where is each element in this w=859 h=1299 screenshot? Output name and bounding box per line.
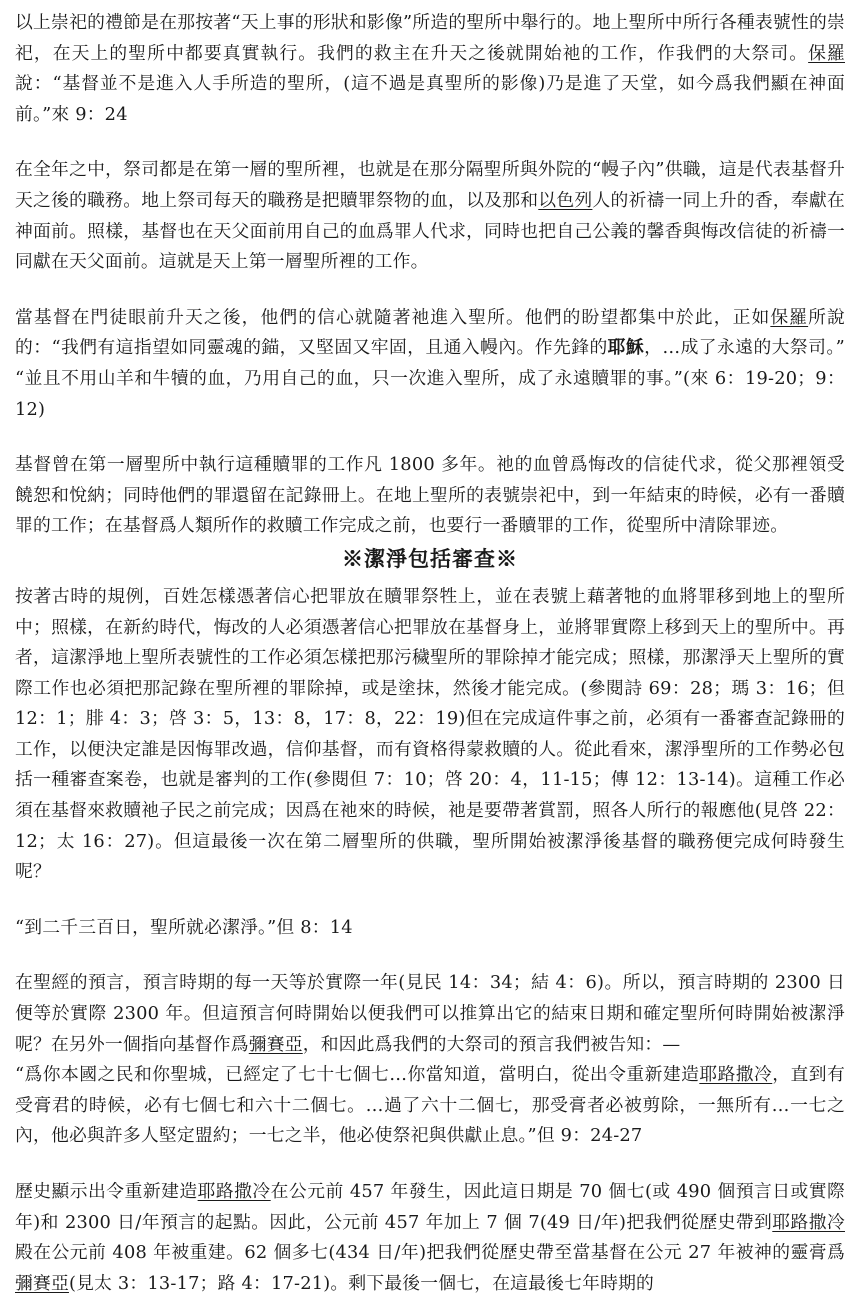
paragraph-7 — [15, 968, 845, 1060]
paragraph-4 — [15, 450, 845, 542]
underlined-name: 保羅 — [770, 306, 809, 328]
underlined-name: 耶路撒冷 — [772, 1211, 845, 1233]
text-segment: 殿在公元前 408 年被重建。62 個多七(434 日/年)把我們從歷史帶至當基督在公元 27 年被神的靈膏爲 — [15, 1242, 845, 1264]
underlined-name: 彌賽亞 — [15, 1272, 69, 1294]
paragraph-6-quote — [15, 913, 845, 944]
text-segment: 歷史顯示出令重新建造 — [15, 1181, 198, 1202]
underlined-name: 以色列 — [538, 189, 593, 211]
paragraph-3 — [15, 303, 845, 425]
underlined-name: 耶路撒冷 — [197, 1181, 271, 1202]
paragraph-5 — [15, 582, 845, 888]
text-segment: 按著古時的規例，百姓怎樣憑著信心把罪放在贖罪祭牲上，並在表號上藉著牠的血將罪移到地上的聖所中；照樣，在新約時代，悔改的人必須憑著信心把罪放在基督身上，並將罪實際上移到天上的聖所中。再者，這潔淨地上聖所表號性的工作必須怎樣把那污穢聖所的罪除掉才能完成；照樣，那潔淨天上聖所的實際工作也必須把那記錄在聖所裡的罪除掉，或是塗抹，然後才能完成。(參閱詩 69：28；瑪 3：16；但 12：1；腓 4：3；啓 3：5，13：8，17：8，22：19)但在完成這件事之前，必須有一番審查記錄冊的工作，以便決定誰是因悔罪改過，信仰基督，而有資格得蒙救贖的人。從此看來，潔淨聖所的工作勢必包括一種審查案卷，也就是審判的工作(參閱但 7：10；啓 20：4，11-15；傳 12：13-14)。這種工作必須在基督來救贖祂子民之前完成；因爲在祂來的時候，祂是要帶著賞罰，照各人所行的報應他(見啓 22：12；太 16：27)。但這最後一次在第二層聖所的供職，聖所開始被潔淨後基督的職務便完成何時發生呢？ — [15, 585, 845, 883]
text-segment: ，和因此爲我們的大祭司的預言我們被告知：— — [302, 1033, 681, 1055]
paragraph-8-quote — [15, 1060, 845, 1152]
text-segment: ，直到有受膏君的時候，必有七個七和六十二個七。…過了六十二個七，那受膏者必被剪除，一無所有…一七之內，他必與許多人堅定盟約；一七之半，他必使祭祀與供獻止息。”但 9：24-27 — [15, 1064, 845, 1147]
document-page — [15, 8, 845, 1299]
text-segment: 以上崇祀的禮節是在那按著“天上事的形狀和影像”所造的聖所中舉行的。地上聖所中所行各種表號性的崇祀，在天上的聖所中都要真實執行。我們的救主在升天之後就開始祂的工作，作我們的大祭司。 — [15, 12, 845, 64]
text-segment: 在公元前 457 年發生，因此這日期是 70 個七(或 490 個預言日或實際年)和 2300 日/年預言的起點。因此，公元前 457 年加上 7 個 7(49 日/年)把我們從歷史帶到 — [15, 1181, 845, 1233]
section-heading: ※潔淨包括審查※ — [342, 545, 518, 571]
text-segment: “爲你本國之民和你聖城，已經定了七十七個七…你當知道，當明白，從出令重新建造 — [15, 1064, 700, 1086]
underlined-name: 耶路撒冷 — [699, 1064, 773, 1086]
paragraph-1 — [15, 8, 845, 130]
text-segment: 基督曾在第一層聖所中執行這種贖罪的工作凡 1800 多年。祂的血曾爲悔改的信徒代求，從父那裡領受饒恕和悅納；同時他們的罪還留在記錄冊上。在地上聖所的表號崇祀中，到一年結束的時候，必有一番贖罪的工作；在基督爲人類所作的救贖工作完成之前，也要行一番贖罪的工作，從聖所中清除罪迹。 — [15, 454, 845, 537]
text-segment: 說：“基督並不是進入人手所造的聖所，(這不過是真聖所的影像)乃是進了天堂，如今爲我們顯在神面前。”來 9：24 — [15, 73, 845, 125]
text-segment: “到二千三百日，聖所就必潔淨。”但 8：14 — [15, 916, 353, 938]
text-segment: 所說的：“我們有這指望如同靈魂的錨，又堅固又牢固，且通入幔內。作先鋒的 — [15, 306, 845, 359]
text-segment: ，…成了永遠的大祭司。” “並且不用山羊和牛犢的血，乃用自己的血，只一次進入聖所，成了永遠贖罪的事。”(來 6：19-20；9：12) — [15, 337, 845, 420]
text-segment: (見太 3：13-17；路 4：17-21)。剩下最後一個七，在這最後七年時期的 — [68, 1272, 655, 1294]
underlined-name: 彌賽亞 — [248, 1033, 303, 1055]
text-segment: 當基督在門徒眼前升天之後，他們的信心就隨著祂進入聖所。他們的盼望都集中於此，正如 — [15, 306, 771, 328]
text-segment: 在全年之中，祭司都是在第一層的聖所裡，也就是在那分隔聖所與外院的“幔子內”供職，這是代表基督升天之後的職務。地上祭司每天的職務是把贖罪祭物的血，以及那和 — [15, 159, 845, 211]
underlined-name: 保羅 — [808, 42, 845, 64]
paragraph-9 — [15, 1177, 845, 1299]
text-segment: 人的祈禱一同上升的香，奉獻在神面前。照樣，基督也在天父面前用自己的血爲罪人代求，同時也把自己公義的馨香與悔改信徒的祈禱一同獻在天父面前。這就是天上第一層聖所裡的工作。 — [15, 189, 845, 273]
text-segment: 在聖經的預言，預言時期的每一天等於實際一年(見民 14：34；結 4：6)。所以，預言時期的 2300 日便等於實際 2300 年。但這預言何時開始以便我們可以推算出它的結束日期和確定聖所何時開始被潔淨呢？在另外一個指向基督作爲 — [15, 972, 845, 1055]
bold-name: 耶穌 — [607, 337, 645, 359]
paragraph-2 — [15, 155, 845, 277]
